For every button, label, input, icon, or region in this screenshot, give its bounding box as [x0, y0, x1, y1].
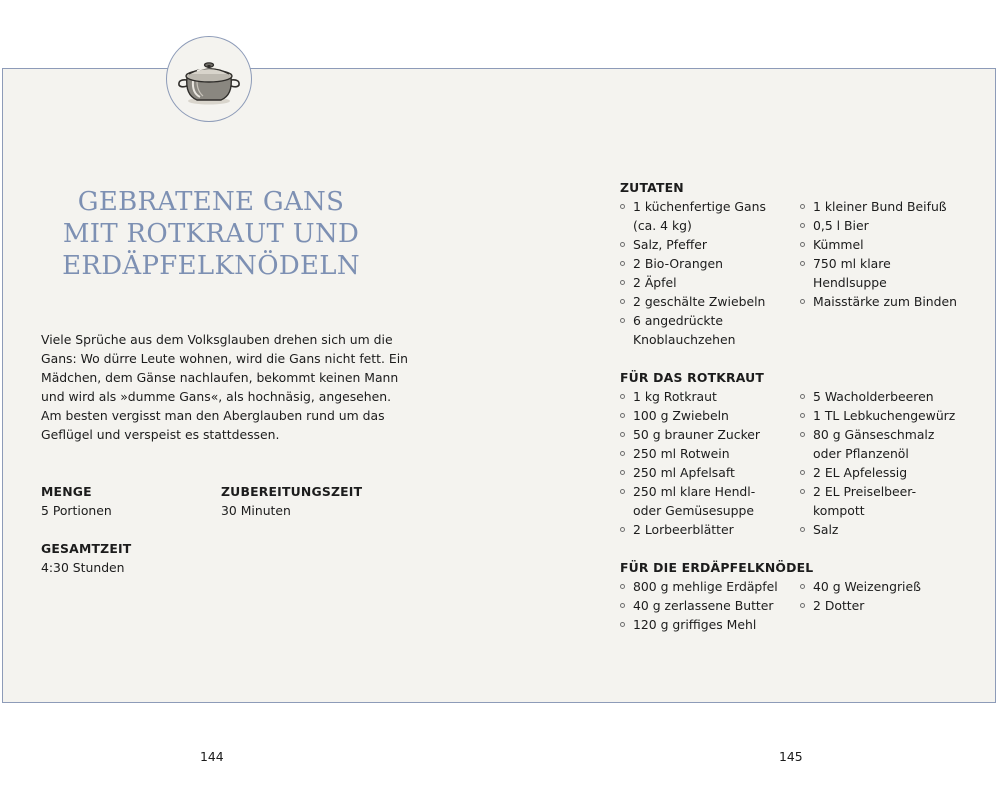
bullet-icon — [620, 527, 625, 532]
ingredient-line: 250 ml Apfelsaft — [633, 465, 735, 480]
bullet-icon — [800, 261, 805, 266]
bullet-icon — [620, 489, 625, 494]
ingredient-item — [620, 406, 760, 425]
ingredient-line: 1 TL Lebkuchengewürz — [813, 408, 956, 423]
bullet-icon — [620, 432, 625, 437]
ingredient-item — [800, 577, 921, 596]
ingredient-item — [800, 520, 955, 539]
ingredient-line: (ca. 4 kg) — [633, 218, 692, 233]
ingredient-item — [620, 235, 766, 254]
intro-line: Geflügel und verspeist es stattdessen. — [41, 427, 280, 442]
gesamtzeit-value: 4:30 Stunden — [41, 560, 125, 575]
bullet-icon — [620, 451, 625, 456]
ingredient-line: 100 g Zwiebeln — [633, 408, 729, 423]
menge-label: MENGE — [41, 484, 92, 499]
ingredient-line: 6 angedrückte — [633, 313, 724, 328]
rotkraut-list-right — [800, 387, 955, 539]
ingredient-line: Knoblauchzehen — [633, 332, 736, 347]
rotkraut-list-left — [620, 387, 760, 539]
intro-line: Am besten vergisst man den Aberglauben rund um das — [41, 408, 385, 423]
bullet-icon — [800, 394, 805, 399]
ingredient-item — [620, 425, 760, 444]
recipe-title — [40, 186, 382, 282]
knoedel-heading: FÜR DIE ERDÄPFELKNÖDEL — [620, 560, 814, 575]
bullet-icon — [620, 394, 625, 399]
ingredient-line: 1 kleiner Bund Beifuß — [813, 199, 947, 214]
ingredient-line: 2 Lorbeerblätter — [633, 522, 734, 537]
intro-paragraph — [41, 330, 409, 444]
title-line: GEBRATENE GANS — [77, 187, 345, 217]
ingredient-item — [620, 387, 760, 406]
ingredient-item — [620, 482, 760, 520]
zutaten-list-right — [800, 197, 957, 311]
ingredient-item — [620, 311, 766, 349]
rotkraut-heading: FÜR DAS ROTKRAUT — [620, 370, 765, 385]
zutaten-heading: ZUTATEN — [620, 180, 684, 195]
ingredient-line: 800 g mehlige Erdäpfel — [633, 579, 778, 594]
ingredient-line: Salz, Pfeffer — [633, 237, 707, 252]
ingredient-item — [620, 615, 778, 634]
menge-value: 5 Portionen — [41, 503, 112, 518]
ingredient-line: 2 Bio-Orangen — [633, 256, 724, 271]
intro-line: und wird als »dumme Gans«, als hochnäsig, angesehen. — [41, 389, 392, 404]
gesamtzeit-label: GESAMTZEIT — [41, 541, 132, 556]
ingredient-item — [620, 444, 760, 463]
ingredient-item — [800, 235, 957, 254]
bullet-icon — [620, 603, 625, 608]
ingredient-item — [800, 216, 957, 235]
title-line: ERDÄPFELKNÖDELN — [62, 251, 360, 281]
ingredient-line: kompott — [813, 503, 865, 518]
ingredient-line: 2 Dotter — [813, 598, 865, 613]
ingredient-line: oder Pflanzenöl — [813, 446, 909, 461]
cooking-pot-icon — [173, 51, 245, 107]
ingredient-item — [620, 520, 760, 539]
bullet-icon — [620, 584, 625, 589]
ingredient-item — [800, 463, 955, 482]
ingredient-line: Salz — [813, 522, 839, 537]
ingredient-item — [620, 577, 778, 596]
ingredient-line: Hendlsuppe — [813, 275, 887, 290]
ingredient-line: 2 Äpfel — [633, 275, 677, 290]
ingredient-line: oder Gemüsesuppe — [633, 503, 754, 518]
bullet-icon — [620, 299, 625, 304]
knoedel-list-left — [620, 577, 778, 634]
knoedel-list-right — [800, 577, 921, 615]
ingredient-item — [800, 197, 957, 216]
ingredient-line: Kümmel — [813, 237, 864, 252]
ingredient-line: 250 ml Rotwein — [633, 446, 730, 461]
ingredient-item — [800, 425, 955, 463]
ingredient-line: 0,5 l Bier — [813, 218, 869, 233]
ingredient-line: Maisstärke zum Binden — [813, 294, 957, 309]
title-line: MIT ROTKRAUT UND — [62, 219, 360, 249]
ingredient-item — [800, 482, 955, 520]
ingredient-line: 40 g zerlassene Butter — [633, 598, 774, 613]
ingredient-item — [800, 387, 955, 406]
ingredient-line: 1 küchenfertige Gans — [633, 199, 766, 214]
ingredient-line: 5 Wacholderbeeren — [813, 389, 934, 404]
ingredient-item — [800, 292, 957, 311]
zubereitungszeit-value: 30 Minuten — [221, 503, 291, 518]
bullet-icon — [620, 470, 625, 475]
bullet-icon — [800, 432, 805, 437]
bullet-icon — [800, 527, 805, 532]
zubereitungszeit-label: ZUBEREITUNGSZEIT — [221, 484, 363, 499]
ingredient-item — [620, 463, 760, 482]
ingredient-line: 120 g griffiges Mehl — [633, 617, 757, 632]
ingredient-item — [620, 596, 778, 615]
ingredient-line: 2 geschälte Zwiebeln — [633, 294, 766, 309]
ingredient-item — [620, 254, 766, 273]
ingredient-line: 250 ml klare Hendl- — [633, 484, 756, 499]
intro-line: Mädchen, dem Gänse nachlaufen, bekommt keinen Mann — [41, 370, 399, 385]
ingredient-item — [620, 292, 766, 311]
bullet-icon — [800, 242, 805, 247]
ingredient-item — [800, 406, 955, 425]
bullet-icon — [620, 242, 625, 247]
ingredient-line: 2 EL Preiselbeer- — [813, 484, 917, 499]
ingredient-line: 2 EL Apfelessig — [813, 465, 908, 480]
bullet-icon — [800, 204, 805, 209]
bullet-icon — [620, 622, 625, 627]
bullet-icon — [620, 204, 625, 209]
bullet-icon — [620, 318, 625, 323]
bullet-icon — [800, 489, 805, 494]
bullet-icon — [800, 470, 805, 475]
bullet-icon — [620, 413, 625, 418]
ingredient-line: 750 ml klare — [813, 256, 891, 271]
ingredient-item — [620, 197, 766, 235]
pot-badge — [166, 36, 252, 122]
bullet-icon — [800, 584, 805, 589]
bullet-icon — [620, 280, 625, 285]
bullet-icon — [800, 299, 805, 304]
bullet-icon — [800, 413, 805, 418]
intro-line: Gans: Wo dürre Leute wohnen, wird die Gans nicht fett. Ein — [41, 351, 409, 366]
ingredient-item — [800, 254, 957, 292]
ingredient-line: 50 g brauner Zucker — [633, 427, 761, 442]
bullet-icon — [620, 261, 625, 266]
bullet-icon — [800, 223, 805, 228]
ingredient-line: 1 kg Rotkraut — [633, 389, 717, 404]
ingredient-item — [620, 273, 766, 292]
page-number-right: 145 — [779, 749, 803, 764]
zutaten-list-left — [620, 197, 766, 349]
ingredient-line: 40 g Weizengrieß — [813, 579, 921, 594]
bullet-icon — [800, 603, 805, 608]
intro-line: Viele Sprüche aus dem Volksglauben drehen sich um die — [41, 332, 393, 347]
page-number-left: 144 — [200, 749, 224, 764]
ingredient-line: 80 g Gänseschmalz — [813, 427, 935, 442]
ingredient-item — [800, 596, 921, 615]
